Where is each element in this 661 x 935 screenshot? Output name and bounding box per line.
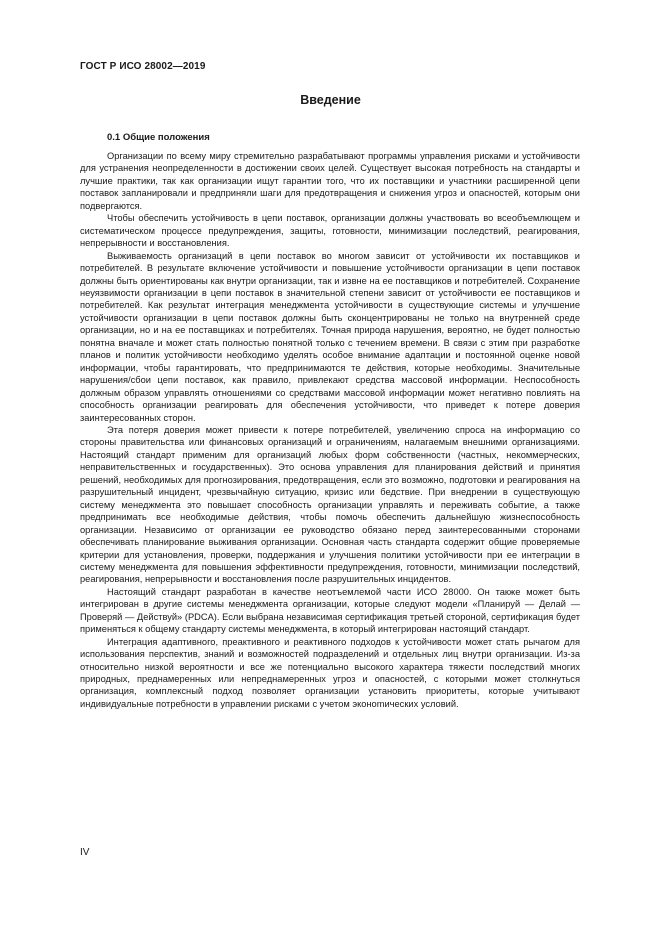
body-text (80, 150, 580, 710)
paragraph: Интеграция адаптивного, преактивного и реактивного подходов к устойчивости может стать рычагом для использования перспектив, знаний и возможностей подразделений и отдельных лиц внутри организации. Из-за относительно низкой вероятности и все же потенциально высокого характера тяжести последствий многих природных, преднамеренных или непреднамеренных угроз и опасностей, с которыми может столкнуться организация, комплексный подход позволяет организации установить приоритеты, которые учитывают индивидуальные потребности в управлении рисками с учетом эконоmических условий. (80, 636, 580, 709)
standard-header: ГОСТ Р ИСО 28002—2019 (80, 61, 206, 72)
paragraph: Чтобы обеспечить устойчивость в цепи поставок, организации должны участвовать во всеобъемлющем и систематическом процессе предупреждения, защиты, готовности, минимизации последствий, реагирования, непрерывности и восстановления. (80, 213, 580, 249)
page-number: IV (80, 847, 90, 858)
section-subtitle: 0.1 Общие положения (107, 132, 210, 143)
paragraph: Выживаемость организаций в цепи поставок во многом зависит от устойчивости их поставщиков и потребителей. В результате включение устойчивости и повышение устойчивости организации в цепи поставок должны быть ориентированы как внутри организации, так и извне на ее поставщиков и потребителей. Сохранение неуязвимости организации в цепи поставок в значительной степени зависит от устойчивости ее поставщиков и потребителей. Как результат интеграция менеджмента устойчивости в существующие системы и улучшение устойчивости организации в цепи поставок должны быть сконцентрированы не только на внутренней среде организации, но и на ее поставщиках и потребителях. Точная природа нарушения, вероятно, не будет полностью понятна вначале и может стать полностью понятной только с течением времени. В связи с этим при разработке планов и политик устойчивости необходимо уделять особое внимание адаптации и постоянной оценке новой информации, чтобы гарантировать, что предпринимаются те действия, которые необходимы. Значительные нарушения/сбои цепи поставок, как правило, привлекают средства массовой информации. Неспособность должным образом управлять отношениями со средствами массовой информации может негативно повлиять на способность организации реагировать для обеспечения устойчивости, что приведет к потере доверия заинтересованных сторон. (80, 250, 580, 423)
paragraph: Эта потеря доверия может привести к потере потребителей, увеличению спроса на информацию со стороны правительства или финансовых организаций и ограничениям, налагаемым внешними организациями. Настоящий стандарт применим для организаций любых форм собственности (частных, некоммерческих, неправительственных и государственных). Это основа управления для планирования действий и принятия решений, необходимых для прогнозирования, предотвращения, если это возможно, подготовки и реагирования на разрушительный инцидент, чрезвычайную ситуацию, кризис или бедствие. При внедрении в существующую систему менеджмента это повышает способность организации управлять и переживать событие, а также предпринимать все необходимые действия, чтобы помочь обеспечить дальнейшую жизнеспособность организации. Независимо от организации ее руководство обязано перед заинтересованными сторонами обеспечивать планирование выживания организации. Основная часть стандарта содержит общие проверяемые критерии для установления, проверки, поддержания и улучшения политики устойчивости при ее интеграции в систему менеджмента для повышения эффективности предупреждения, готовности, минимизации последствий, реагирования, непрерывности и восстановления после разрушительных инцидентов. (80, 424, 580, 585)
paragraph: Настоящий стандарт разработан в качестве неотъемлемой части ИСО 28000. Он также может быть интегрирован в другие системы менеджмента организации, которые следуют модели «Планируй — Делай — Проверяй — Действуй» (PDCA). Если выбрана независимая сертификация третьей стороной, сертификация будет применяться к общему стандарту системы менеджмента, в который интегрирован настоящий стандарт. (80, 586, 580, 635)
paragraph: Организации по всему миру стремительно разрабатывают программы управления рисками и устойчивости для устранения неопределенности в достижении своих целей. Существует высокая потребность на стандарты и лучшие практики, так как организации ищут гарантии того, что их поставщики и участники расширенной цепи поставок запланировали и предприняли шаги для предотвращения и снижения угроз и опасностей, которым они подвергаются. (80, 151, 580, 211)
section-title: Введение (300, 93, 361, 107)
